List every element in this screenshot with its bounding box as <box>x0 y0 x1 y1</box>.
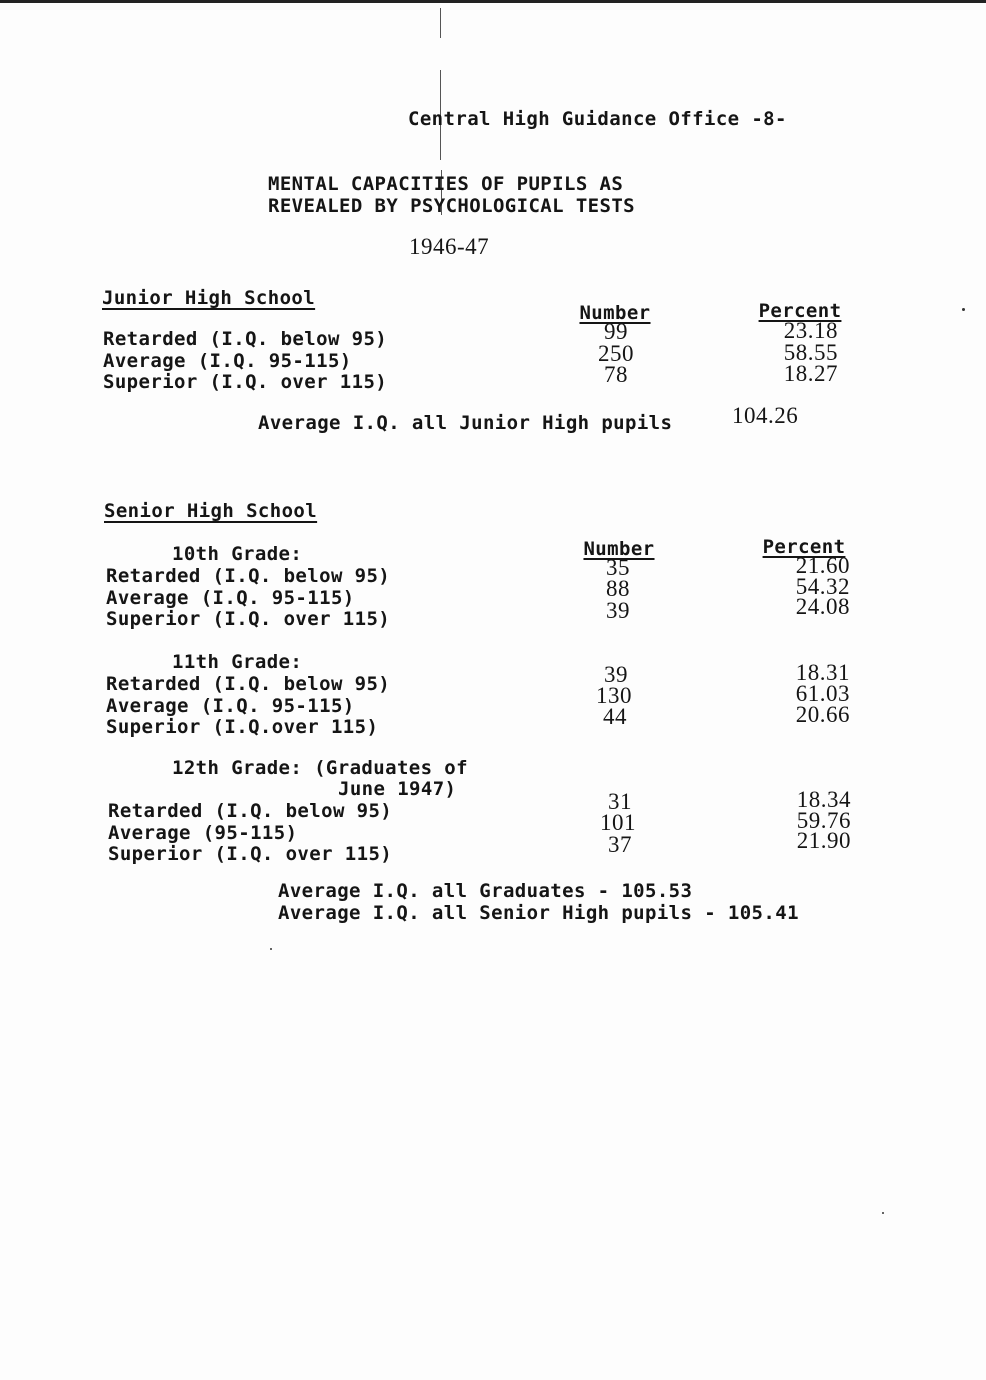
junior-high-heading: Junior High School <box>102 287 316 309</box>
grade12-heading: 12th Grade: (Graduates of <box>172 757 468 779</box>
junior-row-percent: 18.27 <box>783 361 838 386</box>
grade10-row-label: Superior (I.Q. over 115) <box>106 608 391 630</box>
office-header: Central High Guidance Office -8- <box>408 108 787 130</box>
junior-row-label: Average (I.Q. 95-115) <box>103 350 352 372</box>
senior-number-header: Number <box>583 538 655 560</box>
grade12-row-number: 31 <box>608 789 632 814</box>
grade11-row-label: Retarded (I.Q. below 95) <box>106 673 391 695</box>
document-title-line2: REVEALED BY PSYCHOLOGICAL TESTS <box>268 195 636 217</box>
grade11-row-number: 39 <box>604 662 628 687</box>
grade12-heading-line2: June 1947) <box>338 778 457 800</box>
grade10-row-percent: 24.08 <box>795 594 850 619</box>
grade12-row-percent: 18.34 <box>796 787 851 812</box>
senior-high-heading: Senior High School <box>104 500 318 522</box>
grade11-row-percent: 20.66 <box>795 702 850 727</box>
grade10-row-label: Retarded (I.Q. below 95) <box>106 565 391 587</box>
grade11-row-percent: 18.31 <box>795 660 850 685</box>
junior-average-value: 104.26 <box>732 403 799 428</box>
grade12-row-label: Superior (I.Q. over 115) <box>108 843 393 865</box>
junior-number-header: Number <box>579 302 651 324</box>
scan-top-edge <box>0 0 986 3</box>
document-title-line1: MENTAL CAPACITIES OF PUPILS AS <box>268 173 624 195</box>
grade12-row-percent: 59.76 <box>796 808 851 833</box>
grade10-row-number: 35 <box>606 555 630 580</box>
grade10-row-percent: 54.32 <box>795 574 850 599</box>
junior-row-label: Superior (I.Q. over 115) <box>103 371 388 393</box>
grade10-row-number: 39 <box>606 598 630 623</box>
grade12-row-percent: 21.90 <box>796 828 851 853</box>
senior-high-average: Average I.Q. all Senior High pupils - 105.41 <box>278 902 799 924</box>
grade10-row-label: Average (I.Q. 95-115) <box>106 587 355 609</box>
grade12-row-label: Average (95-115) <box>108 822 298 844</box>
grade11-heading: 11th Grade: <box>172 651 303 673</box>
junior-percent-header: Percent <box>758 300 842 322</box>
grade12-row-number: 37 <box>608 832 632 857</box>
grade11-row-number: 130 <box>596 683 632 708</box>
senior-percent-header: Percent <box>762 536 846 558</box>
junior-row-label: Retarded (I.Q. below 95) <box>103 328 388 350</box>
grade12-row-label: Retarded (I.Q. below 95) <box>108 800 393 822</box>
grade10-row-number: 88 <box>606 576 630 601</box>
junior-average-label: Average I.Q. all Junior High pupils <box>258 412 673 434</box>
junior-row-number: 99 <box>604 319 628 344</box>
grade11-row-number: 44 <box>603 704 627 729</box>
junior-row-percent: 58.55 <box>783 340 838 365</box>
graduates-average: Average I.Q. all Graduates - 105.53 <box>278 880 693 902</box>
grade11-row-label: Superior (I.Q.over 115) <box>106 716 379 738</box>
junior-row-number: 78 <box>604 362 628 387</box>
junior-row-percent: 23.18 <box>783 318 838 343</box>
grade10-row-percent: 21.60 <box>795 553 850 578</box>
school-year: 1946-47 <box>409 234 490 259</box>
grade11-row-label: Average (I.Q. 95-115) <box>106 695 355 717</box>
junior-row-number: 250 <box>598 341 634 366</box>
scan-speck <box>882 1212 884 1214</box>
scan-speck <box>270 948 272 950</box>
grade11-row-percent: 61.03 <box>795 681 850 706</box>
grade10-heading: 10th Grade: <box>172 543 303 565</box>
grade12-row-number: 101 <box>600 810 636 835</box>
scan-mark <box>440 8 441 38</box>
scan-speck <box>962 308 965 311</box>
